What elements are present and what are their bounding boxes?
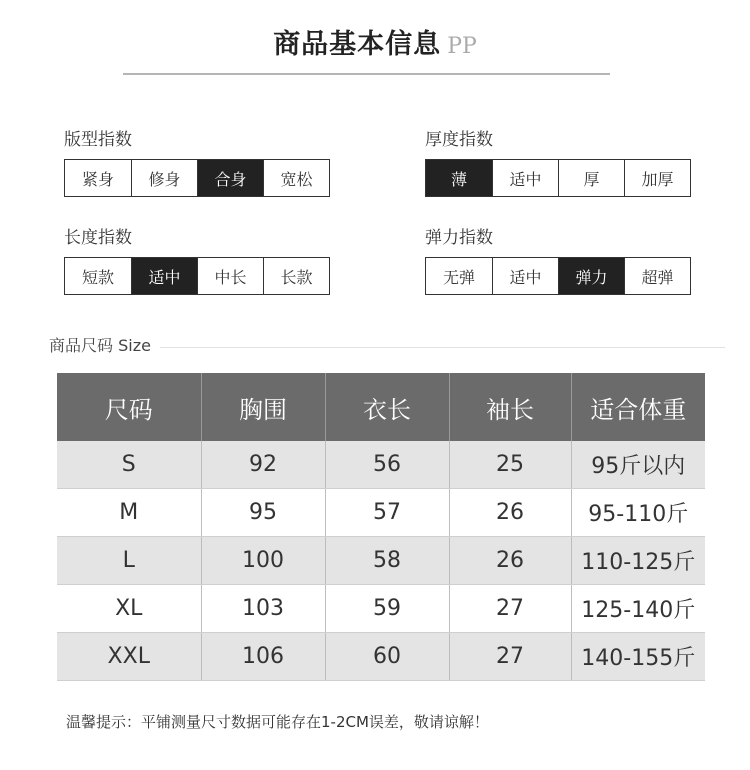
table-row: [57, 441, 705, 489]
table-row: [57, 633, 705, 681]
attr-option: 适中: [492, 160, 558, 196]
attr-elasticity: [425, 227, 691, 295]
attr-length-label: 长度指数: [64, 228, 132, 248]
table-cell: 95: [201, 489, 325, 537]
attr-option: 短款: [65, 258, 131, 294]
attr-option: 超弹: [624, 258, 690, 294]
col-header-sleeve: 袖长: [449, 373, 571, 441]
col-header-size: 尺码: [57, 373, 201, 441]
table-cell: 140-155斤: [571, 633, 705, 681]
attr-option: 紧身: [65, 160, 131, 196]
title-divider: [123, 73, 610, 75]
table-cell: 59: [325, 585, 449, 633]
page-header: [0, 22, 750, 61]
attr-length: [64, 227, 330, 295]
attr-option-selected: 薄: [426, 160, 492, 196]
page-title: 商品基本信息: [273, 29, 442, 60]
table-cell: 27: [449, 633, 571, 681]
table-cell: 60: [325, 633, 449, 681]
table-row: [57, 537, 705, 585]
table-cell: XL: [57, 585, 201, 633]
size-table: [57, 373, 705, 681]
table-cell: 95斤以内: [571, 441, 705, 489]
attr-option: 宽松: [263, 160, 329, 196]
attr-option-selected: 适中: [131, 258, 197, 294]
table-cell: 57: [325, 489, 449, 537]
table-cell: 58: [325, 537, 449, 585]
size-section-label: 商品尺码 Size: [49, 336, 151, 355]
col-header-chest: 胸围: [201, 373, 325, 441]
brand-logo: PP: [447, 34, 477, 59]
table-cell: L: [57, 537, 201, 585]
attr-option: 厚: [558, 160, 624, 196]
table-cell: 106: [201, 633, 325, 681]
table-cell: 56: [325, 441, 449, 489]
table-cell: 26: [449, 489, 571, 537]
table-row: [57, 489, 705, 537]
attr-thickness-options: [425, 159, 691, 197]
table-cell: 103: [201, 585, 325, 633]
attr-fit-options: [64, 159, 330, 197]
table-cell: 125-140斤: [571, 585, 705, 633]
table-cell: 92: [201, 441, 325, 489]
table-cell: 110-125斤: [571, 537, 705, 585]
col-header-length: 衣长: [325, 373, 449, 441]
table-cell: 100: [201, 537, 325, 585]
table-cell: 95-110斤: [571, 489, 705, 537]
attr-elasticity-options: [425, 257, 691, 295]
attr-elasticity-label: 弹力指数: [425, 228, 493, 248]
measurement-note: 温馨提示：平铺测量尺寸数据可能存在1-2CM误差，敬请谅解！: [66, 713, 489, 731]
table-cell: XXL: [57, 633, 201, 681]
attr-thickness: [425, 129, 691, 197]
attr-length-options: [64, 257, 330, 295]
table-cell: 25: [449, 441, 571, 489]
attr-option: 修身: [131, 160, 197, 196]
attr-fit: [64, 129, 330, 197]
size-table-header: [57, 373, 705, 441]
table-cell: M: [57, 489, 201, 537]
attr-option-selected: 合身: [197, 160, 263, 196]
attr-fit-label: 版型指数: [64, 130, 132, 150]
size-section-divider: [160, 347, 725, 348]
table-cell: S: [57, 441, 201, 489]
col-header-weight: 适合体重: [571, 373, 705, 441]
attr-option: 适中: [492, 258, 558, 294]
attr-option: 长款: [263, 258, 329, 294]
attr-option: 加厚: [624, 160, 690, 196]
attr-option: 中长: [197, 258, 263, 294]
attr-thickness-label: 厚度指数: [425, 130, 493, 150]
table-row: [57, 585, 705, 633]
table-cell: 27: [449, 585, 571, 633]
table-cell: 26: [449, 537, 571, 585]
attr-option-selected: 弹力: [558, 258, 624, 294]
attr-option: 无弹: [426, 258, 492, 294]
